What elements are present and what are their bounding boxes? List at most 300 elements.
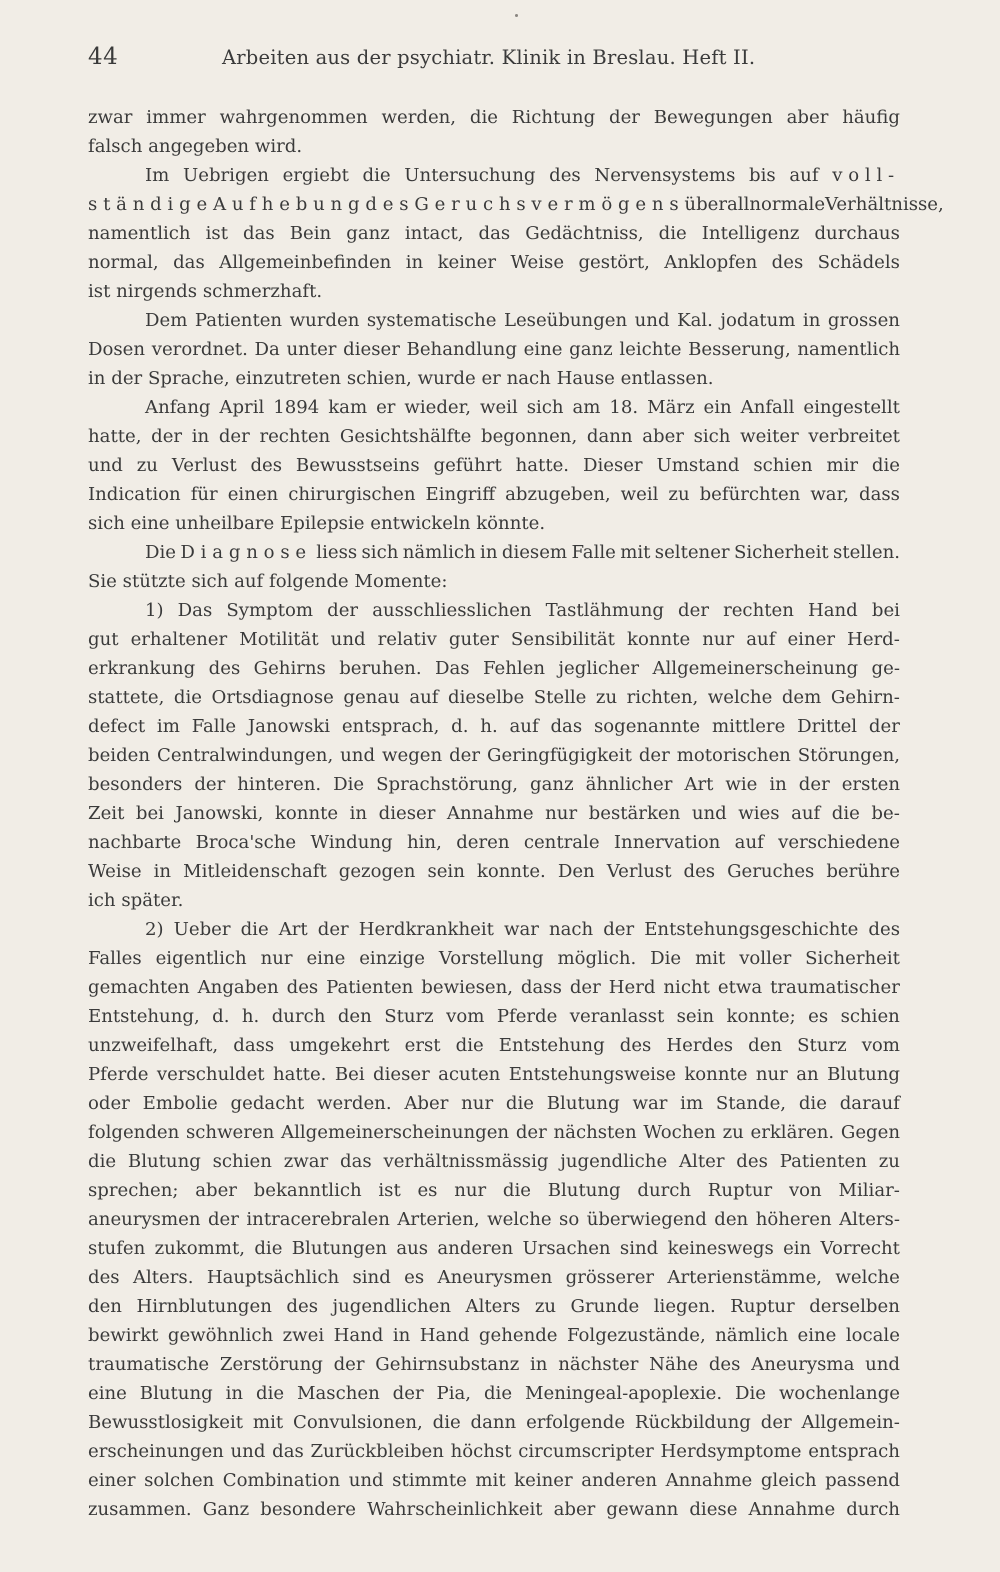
- word: der: [333, 1354, 365, 1375]
- word: Ueber: [173, 919, 231, 940]
- text-line: [88, 973, 900, 1002]
- word: Rückbildung: [634, 1412, 751, 1433]
- word: die: [255, 1383, 285, 1404]
- text-line: [88, 741, 900, 770]
- word: auf: [509, 716, 539, 737]
- word: namentlich: [88, 223, 191, 244]
- word: wegen: [382, 745, 443, 766]
- word: Janowski: [247, 716, 331, 737]
- word: Grunde: [570, 1296, 640, 1317]
- text-line: [88, 1176, 900, 1205]
- word: verschiedene: [778, 832, 900, 853]
- body-text: [88, 103, 944, 1524]
- word: in: [349, 803, 368, 824]
- word: durchaus: [814, 223, 900, 244]
- word: geführt: [433, 455, 502, 476]
- word: Blutung: [139, 1383, 213, 1404]
- word: Bewusstseins: [295, 455, 420, 476]
- page-header: [88, 44, 900, 78]
- text-line: [88, 828, 900, 857]
- word: etwa: [717, 977, 763, 998]
- word: 2): [145, 919, 164, 940]
- word: des: [868, 919, 900, 940]
- text-line: [88, 103, 900, 132]
- word: ergiebt: [282, 165, 349, 186]
- word: Herdkrankheit: [358, 919, 494, 940]
- word: wochenlange: [778, 1383, 900, 1404]
- word: 18.: [609, 397, 639, 418]
- text-line: [88, 1263, 900, 1292]
- word: gewann: [606, 1499, 679, 1520]
- word: es: [808, 1006, 829, 1027]
- word: des: [286, 1296, 318, 1317]
- word: in: [480, 542, 498, 563]
- word: gezogen: [338, 861, 416, 882]
- word: ist: [378, 1180, 401, 1201]
- word: zu: [595, 687, 618, 708]
- text-line: [88, 1205, 900, 1234]
- word: Uebrigen: [182, 165, 269, 186]
- word: folgenden: [88, 1122, 180, 1143]
- word: Sturz: [384, 1006, 434, 1027]
- word: eine: [306, 948, 346, 969]
- word: auf: [746, 629, 776, 650]
- text-line: [88, 1147, 900, 1176]
- word: Blutung: [547, 1180, 621, 1201]
- word: Gehirnsubstanz: [375, 1354, 520, 1375]
- text-line: [88, 886, 900, 915]
- text-line: [88, 1089, 900, 1118]
- word: motorischen: [676, 745, 791, 766]
- word: Ruptur: [707, 1180, 773, 1201]
- word: hin,: [406, 832, 442, 853]
- word: Zeit: [88, 803, 125, 824]
- word: aber: [786, 107, 829, 128]
- word: gleich: [760, 1470, 817, 1491]
- word: Wahrscheinlichkeit: [367, 1499, 543, 1520]
- word: Kal.: [677, 310, 713, 331]
- word: h.: [241, 1006, 260, 1027]
- word: des: [683, 861, 716, 882]
- word: Nervensystems: [594, 165, 736, 186]
- word: des: [619, 1035, 652, 1056]
- word: h.: [480, 716, 498, 737]
- word: sogenannte: [593, 716, 701, 737]
- word: aber: [195, 1180, 237, 1201]
- word: Herdsymptome: [660, 1441, 802, 1462]
- word: dieser: [343, 339, 400, 360]
- word: Gegen: [840, 1122, 900, 1143]
- word: möglich.: [557, 948, 637, 969]
- word: Annahme: [446, 803, 534, 824]
- word: Entstehung,: [88, 1006, 200, 1027]
- text-line: [88, 1350, 900, 1379]
- word: welche: [707, 687, 773, 708]
- word: kam: [328, 397, 368, 418]
- word: solchen: [144, 1470, 215, 1491]
- word: den: [337, 1006, 372, 1027]
- word: wird.: [254, 136, 303, 157]
- word: Wochen: [643, 1122, 716, 1143]
- word: Verlust: [606, 861, 672, 882]
- word: ist: [88, 281, 111, 302]
- word: Falles: [88, 948, 142, 969]
- word: die: [871, 455, 900, 476]
- word: nämlich: [402, 542, 476, 563]
- word: vom: [446, 1006, 485, 1027]
- word: die: [362, 165, 391, 186]
- word: Herd-: [847, 629, 900, 650]
- word: am: [572, 397, 601, 418]
- word: wieder,: [404, 397, 472, 418]
- word: ganz: [530, 774, 574, 795]
- word: derselben: [809, 1296, 900, 1317]
- word: mit: [252, 1412, 284, 1433]
- word: Umstand: [656, 455, 740, 476]
- word: nur: [702, 629, 735, 650]
- word: zu: [722, 1122, 744, 1143]
- word: Stande,: [715, 1093, 787, 1114]
- word: ein: [783, 1238, 812, 1259]
- word: Windung: [310, 832, 393, 853]
- word: einen: [227, 484, 279, 505]
- word: dem: [781, 687, 822, 708]
- word: aneurysmen: [88, 1209, 201, 1230]
- text-line: [88, 422, 900, 451]
- word: und: [348, 1470, 384, 1491]
- word: Convulsionen,: [292, 1412, 423, 1433]
- word: schweren: [186, 1122, 275, 1143]
- word: verschuldet: [156, 1064, 265, 1085]
- word: Schädels: [817, 252, 900, 273]
- word: Blutungen: [291, 1238, 387, 1259]
- word: jugendlichen: [332, 1296, 452, 1317]
- word: d.: [451, 716, 469, 737]
- word: werden,: [381, 107, 457, 128]
- word: beiden: [88, 745, 151, 766]
- word: zu: [534, 1296, 557, 1317]
- word: abzugeben,: [505, 484, 611, 505]
- word: an: [796, 1064, 819, 1085]
- word: und: [634, 310, 670, 331]
- word: gemachten: [88, 977, 190, 998]
- text-line: [88, 625, 900, 654]
- word: den: [748, 1035, 783, 1056]
- text-line: [88, 277, 900, 306]
- word: die: [483, 1383, 513, 1404]
- word: eine: [797, 1325, 837, 1346]
- word: das: [550, 716, 583, 737]
- word: Momente:: [354, 571, 448, 592]
- word: weil: [479, 397, 518, 418]
- word: einzutreten: [235, 368, 342, 389]
- word: nur: [755, 1064, 788, 1085]
- text-line: [88, 509, 900, 538]
- word: ein: [703, 397, 732, 418]
- word: normal,: [88, 252, 159, 273]
- word: nicht: [663, 977, 710, 998]
- word: in: [769, 774, 787, 795]
- text-line: [88, 1002, 900, 1031]
- word: so: [559, 1209, 580, 1230]
- text-line: [88, 654, 900, 683]
- word: zusammen.: [88, 1499, 192, 1520]
- word: Pferde: [496, 1006, 558, 1027]
- word: Aneurysma: [751, 1354, 855, 1375]
- word: der: [218, 426, 250, 447]
- word: verhältnissmässig: [383, 1151, 549, 1172]
- word: Innervation: [613, 832, 721, 853]
- word: acuten: [438, 1064, 501, 1085]
- word: namentlich: [797, 339, 900, 360]
- word: und: [230, 1441, 266, 1462]
- word: Drittel: [797, 716, 858, 737]
- text-line: [88, 451, 900, 480]
- word: Die: [650, 948, 682, 969]
- word: rechten: [259, 426, 331, 447]
- word: Annahme: [665, 1470, 753, 1491]
- text-line: [88, 393, 900, 422]
- word: gestört,: [578, 252, 650, 273]
- word: erhaltener: [130, 629, 228, 650]
- word: Alters-: [839, 1209, 900, 1230]
- word: Pferde: [88, 1064, 149, 1085]
- word: in: [191, 426, 210, 447]
- word: bei: [135, 803, 164, 824]
- word: rechten: [723, 600, 794, 621]
- word: in: [530, 1354, 548, 1375]
- text-line: [88, 1379, 900, 1408]
- word: der: [111, 368, 143, 389]
- word: auf: [409, 687, 439, 708]
- word: immer: [146, 107, 206, 128]
- word: Miliar-: [838, 1180, 900, 1201]
- word: Falle: [571, 542, 616, 563]
- word: Alters: [465, 1296, 521, 1317]
- word: keineswegs: [667, 1238, 774, 1259]
- word: Art: [278, 919, 308, 940]
- word: erst: [404, 1035, 441, 1056]
- word: Herdes: [666, 1035, 734, 1056]
- word: Bewegungen: [653, 107, 773, 128]
- word: die: [469, 107, 498, 128]
- word: Alter: [678, 1151, 725, 1172]
- word: Sicherheit: [733, 542, 829, 563]
- word: berühre: [826, 861, 900, 882]
- word: entsprach: [808, 1441, 900, 1462]
- word: Patienten: [779, 1151, 867, 1172]
- word: stattete,: [88, 687, 165, 708]
- word: 1): [145, 600, 164, 621]
- word: den: [714, 1209, 749, 1230]
- word: Broca'sche: [195, 832, 297, 853]
- word: des: [736, 1151, 768, 1172]
- text-line: [88, 915, 900, 944]
- word: Sensibilität: [510, 629, 615, 650]
- word: durch: [271, 1006, 326, 1027]
- word: Stelle: [533, 687, 587, 708]
- word: durch: [846, 1499, 900, 1520]
- word: Leseübungen: [503, 310, 628, 331]
- word: der: [678, 600, 709, 621]
- word: einer: [787, 629, 835, 650]
- word: der: [207, 1209, 239, 1230]
- word: die: [455, 1035, 484, 1056]
- word: einzige: [359, 948, 425, 969]
- word: Die: [145, 542, 177, 563]
- word: besondere: [260, 1499, 357, 1520]
- word: überall: [684, 194, 750, 215]
- word: dass: [859, 484, 900, 505]
- word: chirurgischen: [288, 484, 416, 505]
- word: der: [760, 1412, 792, 1433]
- word: eine: [130, 513, 170, 534]
- word: Ganz: [202, 1499, 250, 1520]
- word: dass: [233, 1035, 275, 1056]
- word: jodatum: [720, 310, 796, 331]
- word: entsprach,: [341, 716, 440, 737]
- word: die: [505, 1093, 534, 1114]
- word: sind: [619, 1238, 659, 1259]
- word: Bein: [289, 223, 332, 244]
- word: Symptom: [226, 600, 314, 621]
- word: Dosen: [88, 339, 146, 360]
- word: anderen: [581, 1470, 657, 1491]
- word: Anklopfen: [664, 252, 758, 273]
- word: darauf: [839, 1093, 900, 1114]
- word: zwei: [282, 1325, 325, 1346]
- word: Gedächtniss,: [525, 223, 644, 244]
- word: Geruchsvermögens: [414, 194, 685, 215]
- word: Sprache,: [147, 368, 230, 389]
- word: stützte: [122, 571, 186, 592]
- word: Annahme: [748, 1499, 836, 1520]
- word: erfolgende: [526, 1412, 626, 1433]
- word: Fehlen: [482, 658, 546, 679]
- text-line: [88, 596, 900, 625]
- word: aber: [642, 426, 684, 447]
- word: Allgemeinerscheinung: [652, 658, 859, 679]
- word: Im: [145, 165, 170, 186]
- word: nach: [506, 368, 551, 389]
- word: Hand: [807, 600, 858, 621]
- word: Allgemein-: [801, 1412, 900, 1433]
- word: zu: [136, 455, 158, 476]
- word: und: [330, 629, 366, 650]
- word: schmerzhaft.: [202, 281, 323, 302]
- word: für: [190, 484, 218, 505]
- word: wurden: [289, 310, 360, 331]
- word: Sicherheit: [805, 948, 900, 969]
- word: Combination: [222, 1470, 341, 1491]
- word: konnte: [274, 803, 339, 824]
- word: Geringfügigkeit: [487, 745, 632, 766]
- word: in: [225, 1383, 244, 1404]
- word: hatte.: [272, 1064, 327, 1085]
- word: die: [240, 919, 269, 940]
- word: überwiegend: [586, 1209, 707, 1230]
- word: oder: [88, 1093, 130, 1114]
- word: der: [317, 919, 349, 940]
- word: zukommt,: [154, 1238, 245, 1259]
- word: war,: [810, 484, 849, 505]
- word: verordnet.: [151, 339, 248, 360]
- word: voller: [739, 948, 792, 969]
- word: Hause: [556, 368, 615, 389]
- word: Hauptsächlich: [206, 1267, 340, 1288]
- word: mittlere: [711, 716, 786, 737]
- word: wurde: [417, 368, 476, 389]
- word: Patienten: [326, 977, 414, 998]
- word: unter: [286, 339, 337, 360]
- text-line: [88, 538, 900, 567]
- word: der: [449, 745, 481, 766]
- word: Folgezustände,: [566, 1325, 706, 1346]
- word: nachbarte: [88, 832, 182, 853]
- text-line: [88, 799, 900, 828]
- word: passend: [825, 1470, 900, 1491]
- word: aus: [396, 1238, 429, 1259]
- word: wies: [738, 803, 780, 824]
- word: schien: [753, 455, 813, 476]
- word: Herd: [608, 977, 656, 998]
- word: sich: [88, 513, 125, 534]
- word: sich: [191, 571, 229, 592]
- word: des: [365, 194, 415, 215]
- word: intact,: [404, 223, 464, 244]
- word: Hand: [419, 1325, 470, 1346]
- word: konnte: [684, 1064, 748, 1085]
- word: und: [88, 455, 123, 476]
- text-line: [88, 1437, 900, 1466]
- word: Anfang: [145, 397, 211, 418]
- word: Centralwindungen,: [156, 745, 334, 766]
- word: von: [788, 1180, 822, 1201]
- word: weil: [620, 484, 659, 505]
- word: in: [405, 252, 424, 273]
- word: bekanntlich: [253, 1180, 362, 1201]
- word: Gehirn-: [830, 687, 900, 708]
- text-line: [88, 1408, 900, 1437]
- word: keiner: [437, 252, 497, 273]
- word: Alters.: [132, 1267, 194, 1288]
- word: deren: [456, 832, 510, 853]
- word: Entstehungsweise: [508, 1064, 676, 1085]
- word: des: [771, 252, 804, 273]
- word: Bewusstlosigkeit: [88, 1412, 244, 1433]
- word: sich: [526, 397, 564, 418]
- word: Dem: [145, 310, 188, 331]
- text-line: [88, 1031, 900, 1060]
- text-line: [88, 248, 900, 277]
- word: des: [88, 1267, 120, 1288]
- word: Hand: [333, 1325, 384, 1346]
- word: gut: [88, 629, 119, 650]
- word: war: [632, 1093, 668, 1114]
- word: das: [173, 252, 205, 273]
- word: Gesichtshälfte: [339, 426, 472, 447]
- word: hatte,: [88, 426, 142, 447]
- word: April: [219, 397, 265, 418]
- text-line: [88, 190, 944, 219]
- word: Anfall: [740, 397, 795, 418]
- word: Diagnose: [180, 542, 312, 563]
- word: be-: [871, 803, 900, 824]
- word: dass: [520, 977, 562, 998]
- word: des: [286, 977, 319, 998]
- word: ich: [88, 890, 116, 911]
- word: Sturz: [797, 1035, 847, 1056]
